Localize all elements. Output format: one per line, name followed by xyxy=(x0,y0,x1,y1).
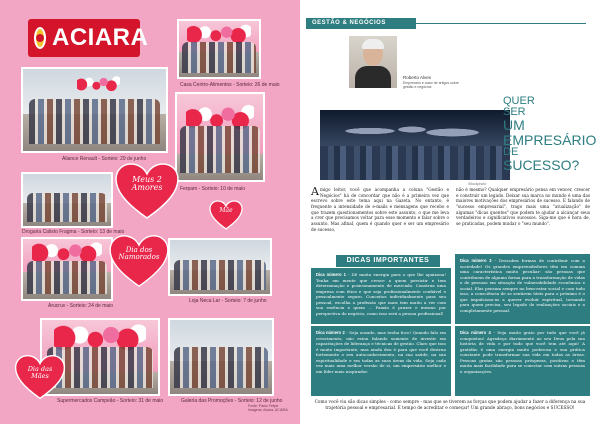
heart-icon xyxy=(208,200,244,230)
intro-paragraph-left xyxy=(311,187,449,232)
author-bio: Empresário e autor de artigos sobre gestão e negócios xyxy=(403,81,459,90)
headline-line-6: SUCESSO? xyxy=(503,157,580,174)
tip-text-1: - Dê muita energia para o que lhe apaixona! Tenha em mente que cresce a quem persistir e tem determinação e posicionamento de mercado. Construa uma empresa com ética e que seja profissionalmente confiável e pessoalmente seguro. Conceitos individualmente para seu pessoal, escolha a profissão que mais tem muito a ver com sua essência e quem ... Paixão é prazer e mesmo por perspectiva do negócio, como isso será a pessoa profissional! xyxy=(316,272,446,316)
event-photo-5 xyxy=(21,237,113,301)
event-photo-4 xyxy=(21,172,113,228)
heart-label-maes: Dia das Mães xyxy=(27,365,53,380)
tip-label-4: Dica número 4 xyxy=(460,330,491,335)
tips-title: DICAS IMPORTANTES xyxy=(336,255,440,267)
event-photo-6 xyxy=(168,238,272,296)
event-photo-8 xyxy=(168,318,274,396)
tip-box-1 xyxy=(311,268,451,324)
tip-text-2: - Seja ousado, mas tenha foco! Quando falo em crescimento, não estou falando somente de investir em capacitações de liderança e técnicas de gestão. Claro que isso é muito importante, mas ainda deu é para que você destrua fortemente o seu autoconhecimento, na sua saúde, na sua espiritualidade e em todas as suas áreas da vida. Seja cada vez mais uma melhor versão de si, um empresário melhor e um líder mais inspirador. xyxy=(316,330,446,374)
photo-caption-2: Aliance Renault - Sorteio: 29 de junho xyxy=(62,156,147,162)
photo-caption-5: Arucruv - Sorteio: 24 de maio xyxy=(48,303,114,309)
aciara-logo-text: ACIARA xyxy=(52,24,149,51)
tip-label-3: Dica número 3 xyxy=(460,258,492,263)
tip-label-1: Dica número 1 xyxy=(316,272,346,277)
headline-line-2: SER xyxy=(503,106,526,119)
tip-label-2: Dica número 2 xyxy=(316,330,345,335)
drop-cap: A xyxy=(311,185,319,198)
tip-box-3 xyxy=(455,254,590,324)
headline-line-1: QUER xyxy=(503,95,535,107)
aciara-logo xyxy=(28,19,149,57)
intro-paragraph-right: não é mesmo? Qualquer empresário pensa em vencer, crescer e construir um legado. Deixar sua marca no mundo é uma das maiores motivações dos empresários de sucesso. E falando de "sucesso empresarial", trago mais uma "atualização" de algumas "dicas quentes" que podem te ajudar a alcançar seus verdadeiros e significativos sucessos. Siga-me que é hora de, se praticadas, podem mudar o "seu mundo". xyxy=(456,187,590,227)
heart-label-mae: Mãe xyxy=(219,207,233,214)
photo-caption-3: Ferpam - Sorteio: 10 de maio xyxy=(180,186,246,192)
aciara-seal-icon xyxy=(34,27,46,49)
section-header: GESTÃO & NEGÓCIOS xyxy=(306,18,416,29)
author-name: Roberto Alves xyxy=(403,75,432,80)
city-map-image xyxy=(320,110,510,180)
author-photo xyxy=(349,36,397,88)
headline-line-5: DE xyxy=(503,145,519,158)
event-photo-2 xyxy=(21,67,168,153)
article-headline xyxy=(503,96,596,172)
headline-line-4: EMPRESÁRIO xyxy=(503,131,597,148)
closing-paragraph: Como você viu são dicas simples - como sempre - mas que se tiverem as forças que podem ajudar a fazer a diferença na sua trajetória pessoal e empresarial. E tempo de acreditar e começar! Um grande abraço, bons negócios e SUCESSO! xyxy=(314,400,586,411)
tip-text-3: - Descubra formas de contribuir com a sociedade! Os grandes empreendedores têm em comum uma característica muito peculiar: são pessoas que contribuem de alguma forma para a transformação de vidas e de pessoas em situação de vulnerabilidade econômica e social. Elas pensam sempre no bem-estar social e com tudo isso, a consciência de se sentirem úteis para o próximo é o que impulsiona-as a querer evoluir espiritual, tornando para quem precisa, seu legado de realizações sociais e a completamente pessoal. xyxy=(460,258,585,313)
photo-caption-8: Galeria das Promoções - Sorteio: 12 de junho xyxy=(181,398,283,404)
intro-text-left: migo leitor, você que acompanha a coluna "Gestão e Negócios" há de concordar que não é a primeira vez que escrevo sobre este tema aqui na Gazeta. No entanto, é frequente a intensidade de e-mails e mensagens que recebo e que trazem questionamentos sobre este assunto, o que me leva a crer que precisamos voltar para esse momento e falar sobre o assunto. Mas afinal, quem é quando quer e ser um empresário de sucesso, xyxy=(311,187,449,232)
headline-line-3: UM xyxy=(503,117,525,134)
photo-credit: Fonte: Paulo Felipe Imagens: Aciara, ACIARA xyxy=(248,404,288,413)
photo-caption-6: Loja Neca Lar - Sorteio: 7 de junho xyxy=(189,298,267,304)
event-photo-3 xyxy=(175,92,265,182)
image-credit: iStockphoto xyxy=(468,182,487,186)
photo-caption-7: Supermercados Campeão - Sorteio: 31 de maio xyxy=(57,398,164,404)
photo-caption-1: Casa Centro-Alimentos - Sorteio: 26 de maio xyxy=(180,82,280,88)
event-photo-1 xyxy=(177,19,261,79)
tip-box-2 xyxy=(311,326,451,396)
photo-caption-4: Drogaria Calisto Fragma - Sorteio: 13 de maio xyxy=(22,229,125,235)
tip-text-4: - Seja muito grato por tudo que você já conquistou! Agradeça diariamente ao seu Deus pela sua história de vida e por tudo que você tem até aqui! A gratidão é uma energia muito poderosa e sua prática constante pode transformar sua vida em todas as áreas. Pessoas gratas são pessoas prósperas, positivas e têm muita mais facilidade para se conectar com outras pessoas e organizações. xyxy=(460,330,585,374)
section-header-rule xyxy=(416,23,586,24)
heart-label-meus-amores: Meus 2 Amores xyxy=(131,175,163,193)
heart-label-namorados: Dia dos Namorados xyxy=(118,246,160,262)
tip-box-4 xyxy=(455,326,590,396)
